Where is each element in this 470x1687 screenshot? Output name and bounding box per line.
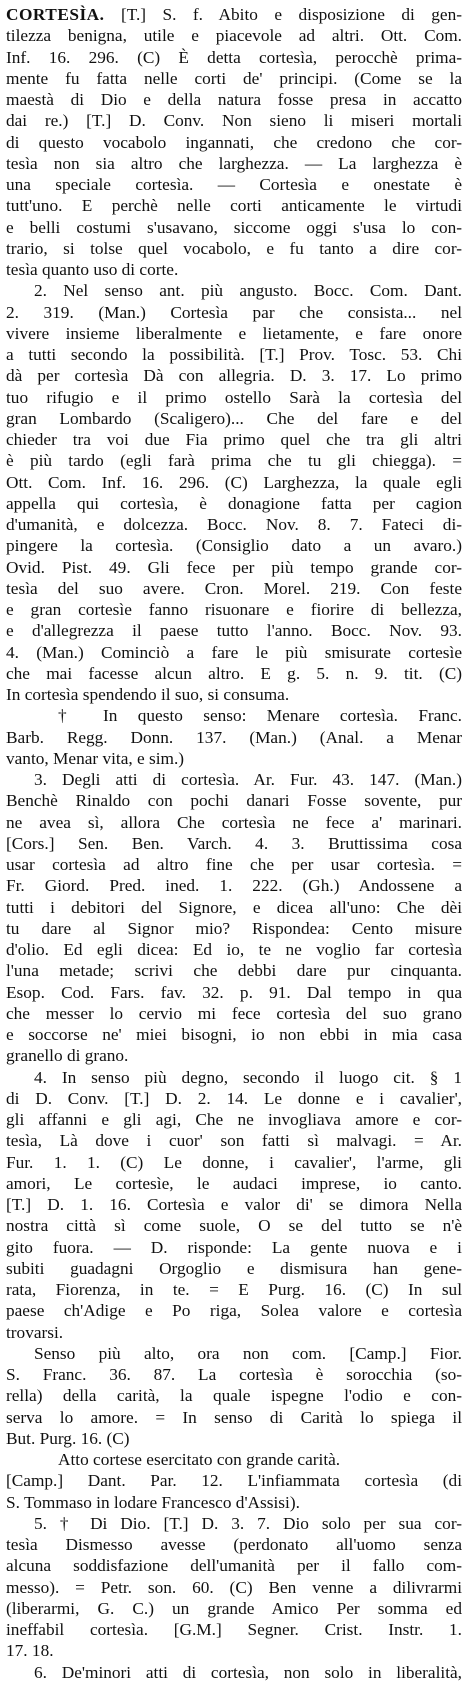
entry-line: vanto, Menar vita, e sim.): [6, 748, 185, 768]
entry-line: 4. (Man.) Cominciò a fare le più smisurate cortesìe: [6, 642, 462, 662]
entry-line: gli affanni e gli agi, Che ne invogliava amore e cor-: [6, 1110, 462, 1129]
entry-line: a tutti secondo la possibilità. [T.] Prov. Tosc. 53. Chi: [6, 345, 462, 364]
entry-line: subiti guadagni Orgoglio e dismisura han gene-: [6, 1258, 462, 1278]
entry-line: tutti i debitori del Signore, e dicea all'uno: Che dèi: [6, 897, 462, 917]
entry-line: rella) della carità, la quale ispegne l'odio e con-: [6, 1386, 462, 1406]
entry-line: But. Purg. 16. (C): [6, 1428, 130, 1448]
section-2-heading-line: 2. Nel senso ant. più angusto. Bocc. Com. Dant.: [34, 281, 462, 301]
entry-line: ineffabil cortesìa. [G.M.] Segner. Crist. Instr. 1.: [6, 1620, 462, 1639]
entry-line: gito fuora. — D. risponde: La gente nuova e i: [6, 1237, 462, 1257]
entry-line: Esop. Cod. Fars. fav. 32. p. 91. Dal tempo in qua: [6, 982, 462, 1002]
entry-line: messo). = Petr. son. 60. (C) Ben venne a dilivrarmi: [6, 1577, 462, 1597]
entry-line-first: [6, 4, 462, 25]
entry-line: tesìa Dismesso avesse (perdonato all'uomo senza: [6, 1535, 462, 1554]
entry-line: Inf. 16. 296. (C) È detta cortesìa, perocchè prima-: [6, 47, 462, 67]
entry-line: S. Franc. 36. 87. La cortesìa è sorocchia (so-: [6, 1365, 462, 1384]
entry-line: [T.] D. 1. 16. Cortesìa e valor di' se dimora Nella: [6, 1195, 462, 1214]
entry-line: alcuna soddisfazione dell'umanità per il fallo com-: [6, 1556, 462, 1576]
headword: CORTESÌA.: [6, 5, 105, 24]
entry-line: tesìa non sia altro che larghezza. — La larghezza è: [6, 153, 462, 173]
entry-line: paese ch'Adige e Po riga, Solea valore e cortesìa: [6, 1301, 462, 1321]
atto-cortese-heading-line: Atto cortese esercitato con grande carità.: [58, 1450, 341, 1469]
entry-line: trovarsi.: [6, 1322, 64, 1342]
entry-line-0-text: [T.] S. f. Abito e disposizione di gen-: [104, 5, 462, 24]
senso-alto-heading-line: Senso più alto, ora non com. [Camp.] Fior.: [34, 1343, 462, 1363]
entry-line: una speciale cortesìa. — Cortesìa e onestate è: [6, 175, 462, 194]
entry-line: tu dare al Signor mio? Rispondea: Cento misure: [6, 918, 462, 938]
entry-line: In cortesìa spendendo il suo, si consuma.: [6, 685, 290, 704]
entry-line: maestà di Dio e della natura fosse presa in accatto: [6, 90, 462, 109]
entry-line: e gran cortesìe fanno risuonare e fiorire di bellezza,: [6, 600, 462, 619]
entry-line: di questo vocabolo ingannati, che credono che cor-: [6, 132, 462, 152]
entry-line: vivere insieme liberalmente e lietamente, e fare onore: [6, 323, 462, 343]
entry-line: Barb. Regg. Donn. 137. (Man.) (Anal. a Menar: [6, 727, 462, 747]
entry-line: (liberarmi, G. C.) un grande Amico Per somma ed: [6, 1598, 462, 1618]
entry-line: pingere la cortesìa. (Consiglio dato a un avaro.): [6, 536, 462, 556]
entry-line: che messer lo cervio mi fece cortesìa del suo grano: [6, 1003, 462, 1023]
section-6-heading-line: 6. De'minori atti di cortesìa, non solo in liberalità,: [34, 1662, 462, 1682]
entry-line: appella qui cortesìa, è donagione fatta per cagion: [6, 493, 462, 513]
entry-line: gran Lombardo (Scaligero)... Che del fare e del: [6, 408, 462, 428]
entry-line: tesìa quanto uso di corte.: [6, 260, 179, 279]
entry-line: [Camp.] Dant. Par. 12. L'infiammata cortesìa (di: [6, 1471, 462, 1491]
entry-line: amori, Le cortesìe, le audaci imprese, io canto.: [6, 1173, 462, 1193]
entry-line: Ovid. Pist. 49. Gli fece per più tempo grande cor-: [6, 557, 462, 577]
entry-line: trario, si tolse quel vocabolo, e fu tanto a dire cor-: [6, 238, 462, 258]
entry-line: usar cortesìa ad altro fine che per usar cortesìa. =: [6, 855, 462, 874]
entry-line: 17. 18.: [6, 1641, 54, 1661]
entry-line: [Cors.] Sen. Ben. Varch. 4. 3. Bruttissima cosa: [6, 833, 462, 853]
entry-line: che mai facesse alcun altro. E g. 5. n. 9. tit. (C): [6, 663, 462, 683]
entry-line: rata, Fiorenza, in te. = E Purg. 16. (C) In sul: [6, 1280, 462, 1299]
entry-line: nostra città sì come suole, O se del tutto se n'è: [6, 1216, 462, 1236]
entry-line: di D. Conv. [T.] D. 2. 14. Le donne e i cavalier',: [6, 1088, 462, 1108]
entry-line: d'umanità, e dolcezza. Bocc. Nov. 8. 7. Fateci di-: [6, 515, 462, 534]
entry-line: l'una metade; scrivi che debbi dare pur cinquanta.: [6, 961, 462, 981]
entry-line: d'olio. Ed egli dicea: Ed io, te ne voglio far cortesìa: [6, 940, 462, 959]
entry-line: mente fu fatta nelle corti de' principi. (Come se la: [6, 68, 462, 88]
entry-line: Fur. 1. 1. (C) Le donne, i cavalier', l'arme, gli: [6, 1152, 462, 1172]
entry-line: Fr. Giord. Pred. ined. 1. 222. (Gh.) Andossene a: [6, 876, 462, 896]
cortesia-entry: [6, 4, 462, 1683]
section-5-heading-line: 5. † Di Dio. [T.] D. 3. 7. Dio solo per sua cor-: [34, 1513, 462, 1533]
entry-line: e d'allegrezza il paese tutto l'anno. Bocc. Nov. 93.: [6, 621, 462, 641]
entry-line: Ott. Com. Inf. 16. 296. (C) Larghezza, la quale egli: [6, 472, 462, 492]
entry-line: tutt'uno. E perchè nelle corti anticamente le virtudi: [6, 196, 462, 216]
entry-line: e belli costumi s'usavano, siccome oggi s'usa lo con-: [6, 217, 462, 237]
section-4-heading-line: 4. In senso più degno, secondo il luogo cit. § 1: [34, 1067, 462, 1087]
entry-line: tuo rifugio e il primo ostello Sarà la cortesìa del: [6, 387, 462, 407]
entry-line: chieder tra voi due Fia primo quel che tra gli altri: [6, 430, 462, 449]
subsense-heading-line: † In questo senso: Menare cortesìa. Franc.: [58, 706, 462, 726]
entry-line: dai re.) [T.] D. Conv. Non sieno li miseri mortali: [6, 111, 462, 131]
entry-line: e soccorse ne' miei bisogni, io non ebbi in mia casa: [6, 1025, 462, 1044]
entry-line: è più tardo (egli farà prima che tu gli chiegga). =: [6, 451, 462, 471]
section-3-heading-line: 3. Degli atti di cortesìa. Ar. Fur. 43. 147. (Man.): [34, 770, 462, 789]
entry-line: tilezza benigna, utile e piacevole ad altri. Ott. Com.: [6, 26, 462, 46]
entry-line: S. Tommaso in lodare Francesco d'Assisi).: [6, 1492, 300, 1512]
entry-line: serva lo amore. = In senso di Carità lo spiega il: [6, 1407, 462, 1427]
entry-line: Benchè Rinaldo con pochi danari Fosse sovente, pur: [6, 791, 462, 811]
entry-line: tesìa del suo avere. Cron. Morel. 219. Con feste: [6, 578, 462, 598]
entry-line: granello di grano.: [6, 1046, 129, 1066]
entry-line: ne avea sì, allora Che cortesìa ne fece a' marinari.: [6, 812, 462, 832]
entry-line: 2. 319. (Man.) Cortesìa par che consista... nel: [6, 302, 462, 322]
entry-line: dà per cortesìa Dà con allegria. D. 3. 17. Lo primo: [6, 366, 462, 386]
entry-line: tesìa, Là dove i cuor' son fatti sì malvagi. = Ar.: [6, 1131, 462, 1151]
